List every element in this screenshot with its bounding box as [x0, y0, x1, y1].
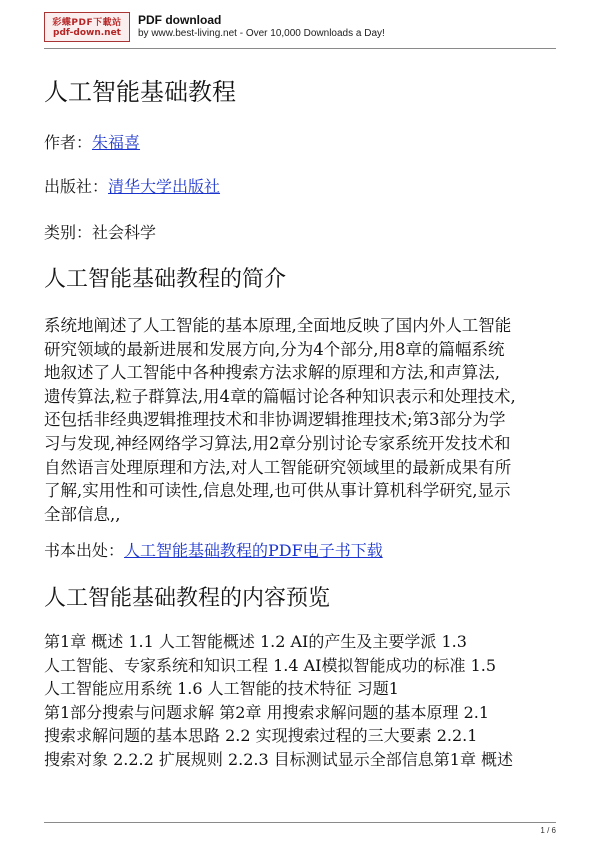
- preview-line: 人工智能应用系统 1.6 人工智能的技术特征 习题1: [44, 679, 399, 698]
- publisher-link[interactable]: 清华大学出版社: [108, 177, 221, 196]
- intro-line: 地叙述了人工智能中各种搜索方法求解的原理和方法,和声算法,: [44, 363, 500, 383]
- source-label: 书本出处：: [44, 541, 125, 560]
- page-number: 1 / 6: [540, 826, 556, 835]
- category-label: 类别：: [44, 223, 93, 242]
- author-link[interactable]: 朱福喜: [92, 133, 141, 152]
- logo-text-cn: 彩蝶PDF下載站: [52, 18, 122, 28]
- preview-line: 搜索对象 2.2.2 扩展规则 2.2.3 目标测试显示全部信息第1章 概述: [44, 749, 514, 769]
- preview-content: [44, 630, 564, 771]
- header-subtitle: by www.best-living.net - Over 10,000 Downloads a Day!: [138, 28, 385, 39]
- preview-line: 人工智能、专家系统和知识工程 1.4 AI模拟智能成功的标准 1.5: [44, 655, 497, 675]
- page-header: [44, 12, 564, 42]
- preview-line: 第1章 概述 1.1 人工智能概述 1.2 AI的产生及主要学派 1.3: [44, 632, 467, 651]
- preview-heading: 人工智能基础教程的内容预览: [44, 586, 331, 611]
- author-label: 作者：: [44, 133, 93, 152]
- preview-line: 第1部分搜索与问题求解 第2章 用搜索求解问题的基本原理 2.1: [44, 702, 490, 722]
- header-title: PDF download: [138, 13, 222, 27]
- intro-line: 系统地阐述了人工智能的基本原理,全面地反映了国内外人工智能: [44, 316, 512, 335]
- preview-line: 搜索求解问题的基本思路 2.2 实现搜索过程的三大要素 2.2.1: [44, 726, 478, 745]
- source-row: [44, 540, 383, 562]
- intro-line: 了解,实用性和可读性,信息处理,也可供从事计算机科学研究,显示: [44, 481, 511, 501]
- intro-line: 还包括非经典逻辑推理技术和非协调逻辑推理技术;第3部分为学: [44, 410, 506, 430]
- header-divider: [44, 48, 556, 49]
- category-row: [44, 222, 156, 244]
- book-title: 人工智能基础教程: [44, 78, 236, 106]
- intro-heading: 人工智能基础教程的简介: [44, 267, 287, 292]
- publisher-label: 出版社：: [44, 177, 109, 196]
- intro-line: 习与发现,神经网络学习算法,用2章分别讨论专家系统开发技术和: [44, 433, 511, 453]
- header-text: [138, 13, 385, 41]
- intro-line: 遗传算法,粒子群算法,用4章的篇幅讨论各种知识表示和处理技术,: [44, 386, 516, 406]
- footer-divider: [44, 822, 556, 823]
- category-value: 社会科学: [92, 223, 157, 242]
- intro-line: 全部信息,,: [44, 504, 121, 524]
- pdf-download-link[interactable]: 人工智能基础教程的PDF电子书下载: [124, 541, 383, 560]
- author-row: [44, 132, 140, 154]
- intro-paragraph: [44, 314, 560, 526]
- intro-line: 自然语言处理原理和方法,对人工智能研究领域里的最新成果有所: [44, 457, 512, 477]
- site-logo[interactable]: [44, 12, 130, 42]
- logo-text-url: pdf-down.net: [53, 28, 121, 38]
- intro-line: 研究领域的最新进展和发展方向,分为4个部分,用8章的篇幅系统: [44, 339, 505, 359]
- publisher-row: [44, 176, 220, 198]
